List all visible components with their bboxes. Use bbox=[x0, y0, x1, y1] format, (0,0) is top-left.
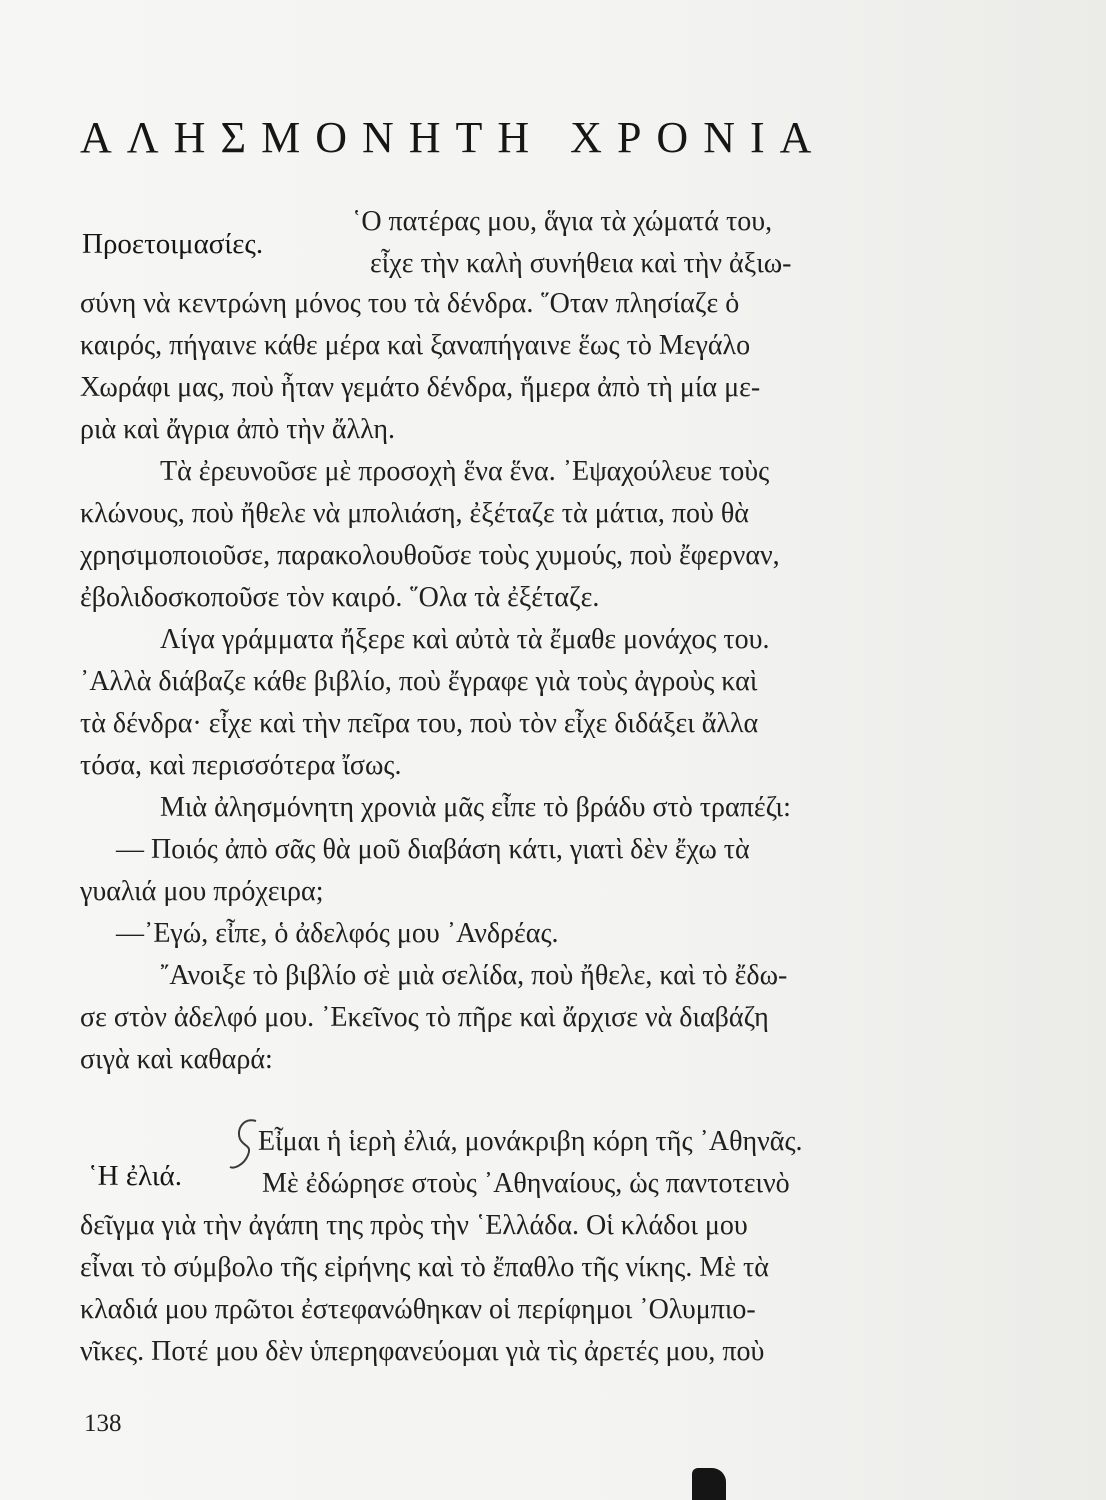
text-line: κλώνους, ποὺ ἤθελε νὰ μπολιάση, ἐξέταζε τὰ μάτια, ποὺ θὰ bbox=[80, 498, 749, 529]
text-line: ριὰ καὶ ἄγρια ἀπὸ τὴν ἄλλη. bbox=[80, 414, 396, 445]
text-line: ᾿Αλλὰ διάβαζε κάθε βιβλίο, ποὺ ἔγραφε γιὰ τοὺς ἀγροὺς καὶ bbox=[80, 666, 758, 697]
text-line: εἶχε τὴν καλὴ συνήθεια καὶ τὴν ἀξιω- bbox=[370, 248, 792, 279]
chapter-title: ΑΛΗΣΜΟΝΗΤΗ ΧΡΟΝΙΑ bbox=[80, 113, 827, 162]
text-line: δεῖγμα γιὰ τὴν ἀγάπη της πρὸς τὴν ῾Ελλάδα. Οἱ κλάδοι μου bbox=[80, 1210, 748, 1241]
text-line: κλαδιά μου πρῶτοι ἐστεφανώθηκαν οἱ περίφημοι ᾿Ολυμπιο- bbox=[80, 1294, 756, 1325]
margin-heading-preparations: Προετοιμασίες. bbox=[82, 228, 264, 260]
text-line: Μὲ ἐδώρησε στοὺς ᾿Αθηναίους, ὡς παντοτεινὸ bbox=[262, 1168, 790, 1199]
dialogue-line: —᾿Εγώ, εἶπε, ὁ ἀδελφός μου ᾿Ανδρέας. bbox=[116, 918, 559, 949]
page-number: 138 bbox=[84, 1410, 122, 1437]
text-line: σύνη νὰ κεντρώνη μόνος του τὰ δένδρα. ῞Οταν πλησίαζε ὁ bbox=[80, 288, 740, 319]
text-line: ῎Ανοιξε τὸ βιβλίο σὲ μιὰ σελίδα, ποὺ ἤθελε, καὶ τὸ ἔδω- bbox=[160, 960, 788, 991]
text-line: Τὰ ἐρευνοῦσε μὲ προσοχὴ ἕνα ἕνα. ᾿Εψαχούλευε τοὺς bbox=[160, 456, 770, 487]
text-line: σε στὸν ἀδελφό μου. ᾿Εκεῖνος τὸ πῆρε καὶ ἄρχισε νὰ διαβάζη bbox=[80, 1002, 769, 1033]
scan-shadow bbox=[692, 1468, 726, 1500]
text-line: σιγὰ καὶ καθαρά: bbox=[80, 1044, 273, 1075]
text-line: Εἶμαι ἡ ἱερὴ ἐλιά, μονάκριβη κόρη τῆς ᾿Αθηνᾶς. bbox=[258, 1126, 803, 1157]
text-line: τόσα, καὶ περισσότερα ἴσως. bbox=[80, 750, 402, 781]
text-line: καιρός, πήγαινε κάθε μέρα καὶ ξαναπήγαινε ἕως τὸ Μεγάλο bbox=[80, 330, 751, 361]
text-line: τὰ δένδρα· εἶχε καὶ τὴν πεῖρα του, ποὺ τὸν εἶχε διδάξει ἄλλα bbox=[80, 708, 759, 739]
text-line: Χωράφι μας, ποὺ ἦταν γεμάτο δένδρα, ἥμερα ἀπὸ τὴ μία με- bbox=[80, 372, 761, 403]
text-line: Λίγα γράμματα ἤξερε καὶ αὐτὰ τὰ ἔμαθε μονάχος του. bbox=[160, 624, 770, 655]
text-line: Μιὰ ἀλησμόνητη χρονιὰ μᾶς εἶπε τὸ βράδυ στὸ τραπέζι: bbox=[160, 792, 791, 823]
margin-heading-olive: ῾Η ἐλιά. bbox=[88, 1160, 182, 1192]
text-line: νῖκες. Ποτέ μου δὲν ὑπερηφανεύομαι γιὰ τὶς ἀρετές μου, ποὺ bbox=[80, 1336, 765, 1367]
text-line: χρησιμοποιοῦσε, παρακολουθοῦσε τοὺς χυμούς, ποὺ ἔφερναν, bbox=[80, 540, 780, 571]
text-line: γυαλιά μου πρόχειρα; bbox=[80, 876, 324, 907]
text-line: ἐβολιδοσκοποῦσε τὸν καιρό. ῞Ολα τὰ ἐξέταζε. bbox=[80, 582, 600, 613]
text-line: εἶναι τὸ σύμβολο τῆς εἰρήνης καὶ τὸ ἔπαθλο τῆς νίκης. Μὲ τὰ bbox=[80, 1252, 769, 1283]
text-line: ῾Ο πατέρας μου, ἅγια τὰ χώματά του, bbox=[352, 206, 773, 237]
dialogue-line: — Ποιός ἀπὸ σᾶς θὰ μοῦ διαβάση κάτι, γιατὶ δὲν ἔχω τὰ bbox=[116, 834, 750, 865]
